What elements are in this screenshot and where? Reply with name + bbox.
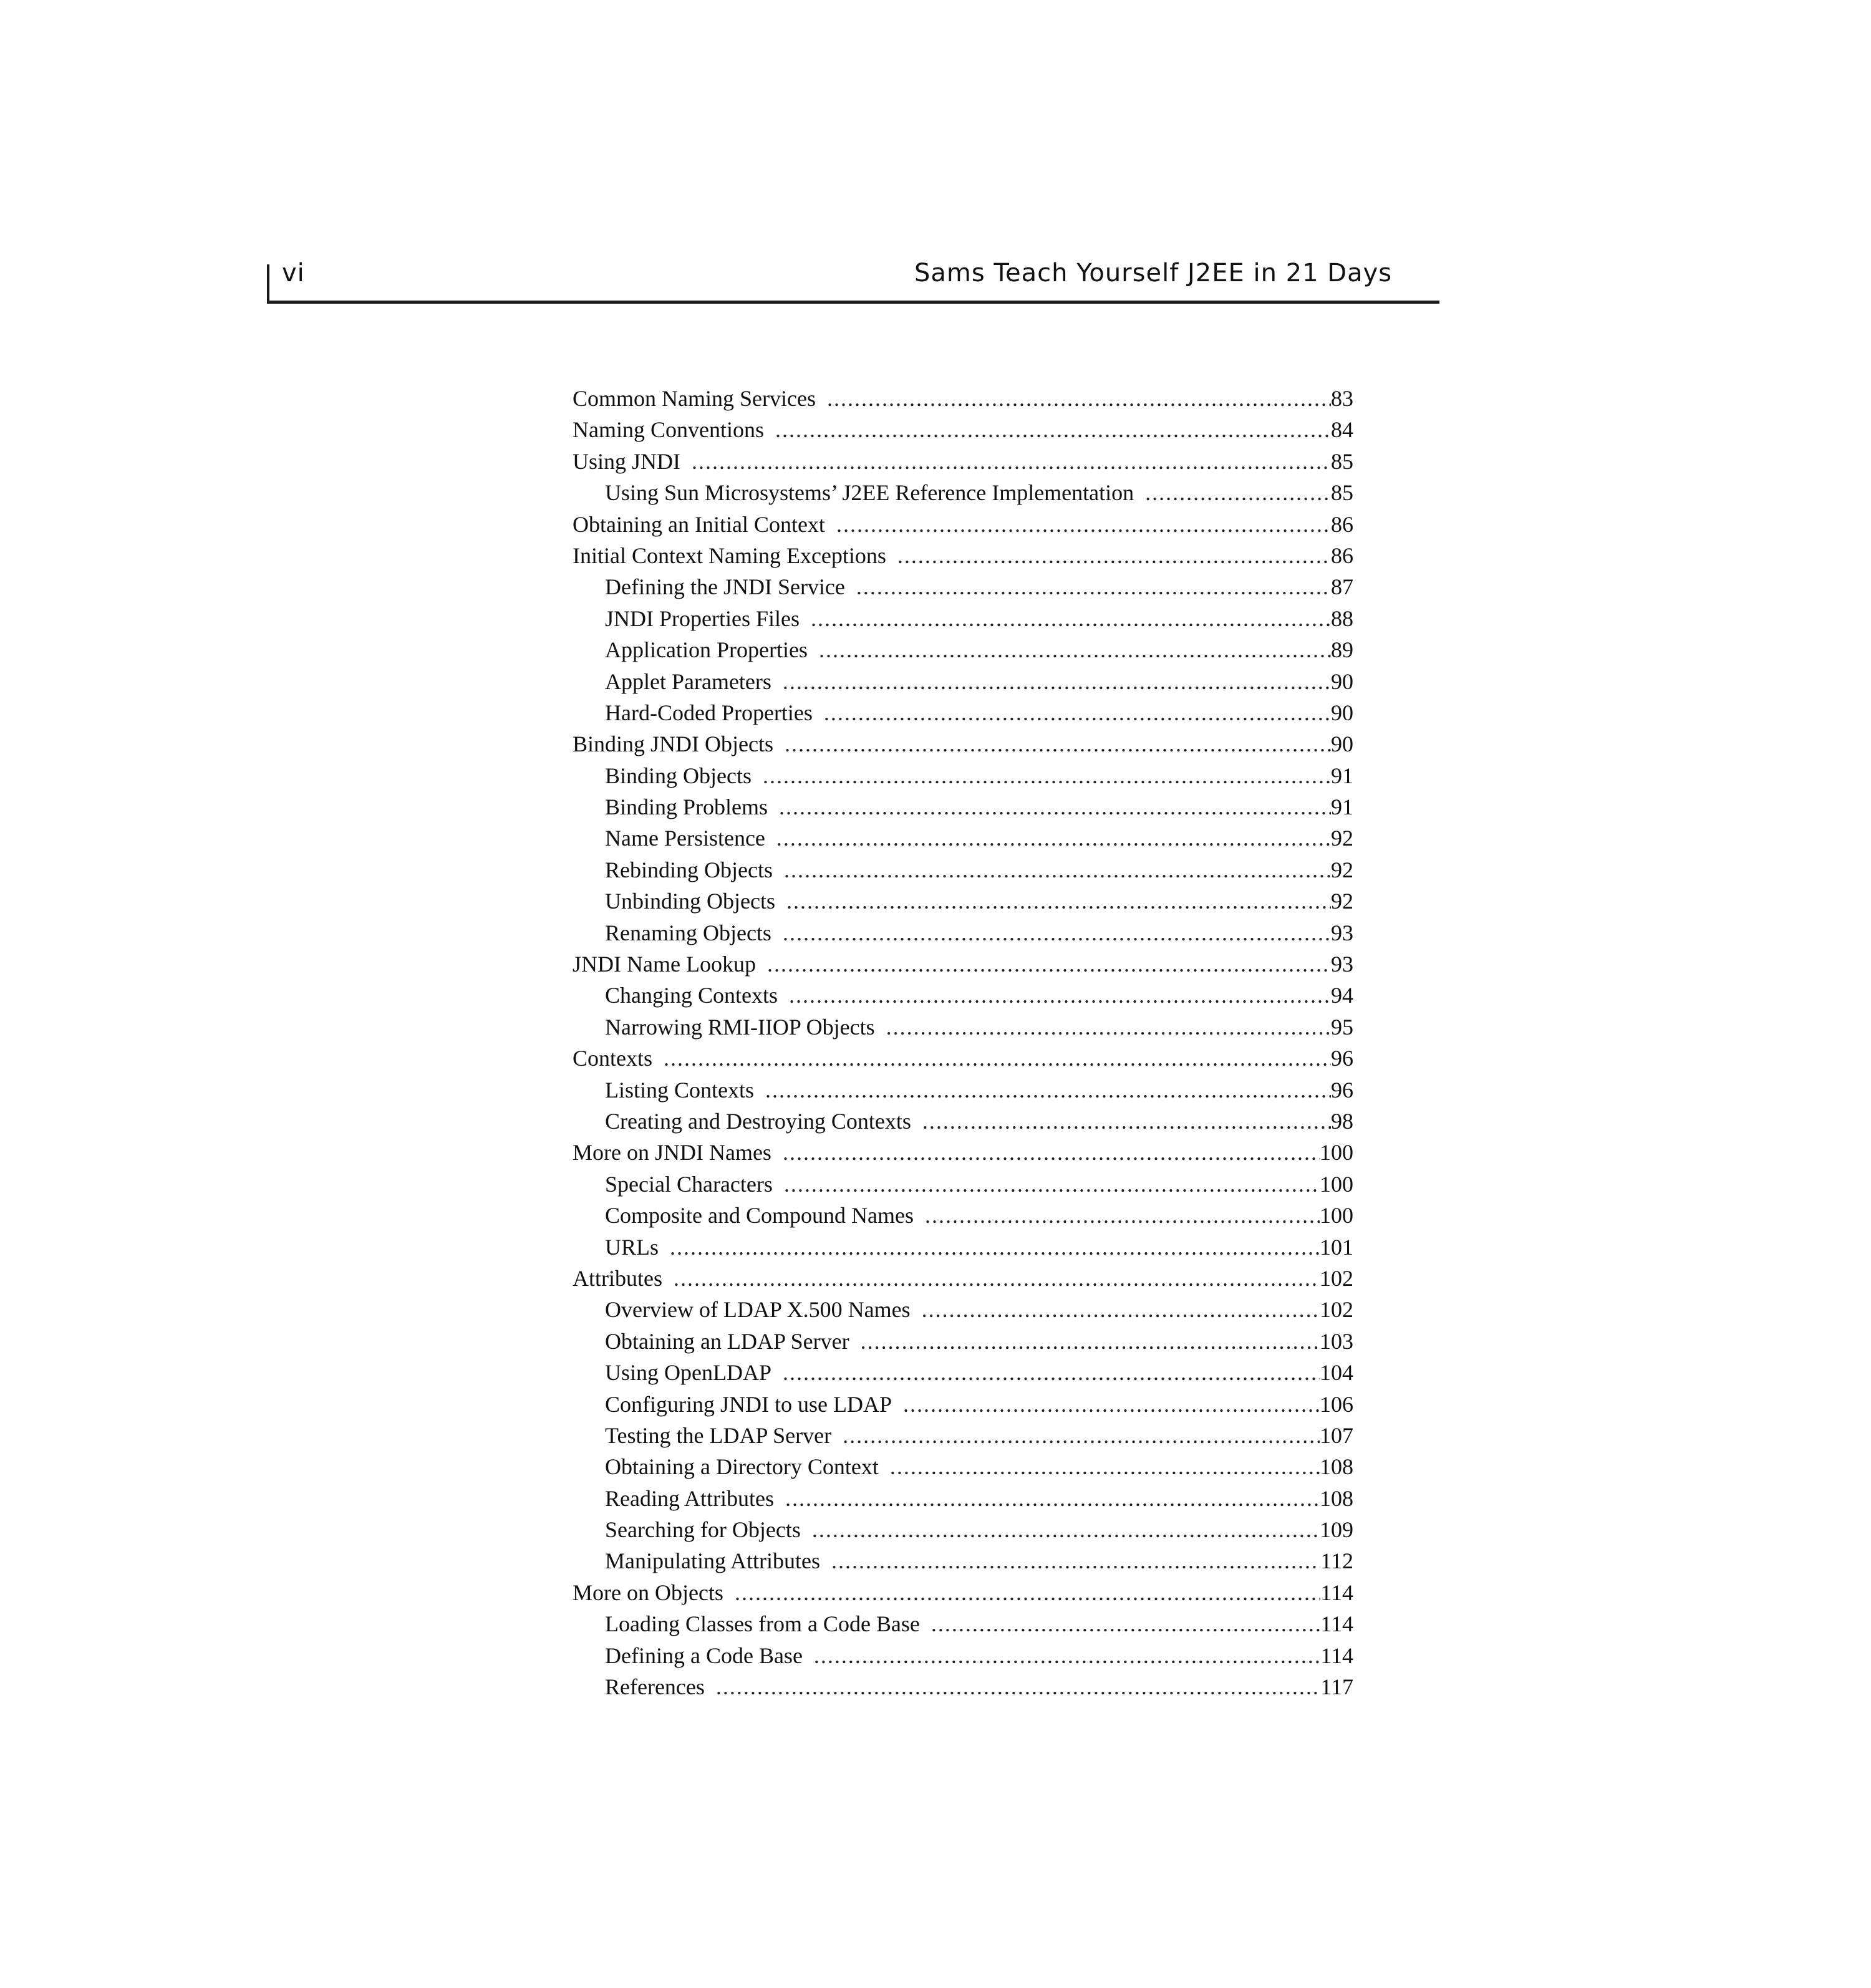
toc-entry [573, 1420, 1353, 1451]
toc-entry-title: Naming Conventions [573, 417, 764, 443]
toc-entry-title: Rebinding Objects [605, 857, 773, 882]
toc-entry [573, 634, 1353, 665]
toc-entry [573, 1043, 1353, 1074]
dot-leader [674, 1263, 1320, 1294]
toc-entry-page-number: 95 [1331, 1014, 1353, 1040]
toc-entry-title: Common Naming Services [573, 386, 816, 411]
toc-entry-page-number: 85 [1331, 480, 1353, 506]
dot-leader [776, 823, 1331, 854]
toc-entry-title: More on JNDI Names [573, 1140, 771, 1165]
toc-entry-page-number: 108 [1320, 1485, 1353, 1511]
toc-entry-title: Using OpenLDAP [605, 1360, 771, 1386]
toc-entry-title: References [605, 1674, 705, 1700]
dot-leader [783, 1357, 1320, 1388]
toc-entry-title: Creating and Destroying Contexts [605, 1108, 911, 1134]
dot-leader [786, 885, 1331, 917]
toc-entry [573, 1326, 1353, 1357]
toc-entry-title: Contexts [573, 1046, 653, 1071]
toc-entry-page-number: 85 [1331, 448, 1353, 474]
toc-entry-title: Using JNDI [573, 448, 681, 474]
toc-entry-page-number: 89 [1331, 637, 1353, 663]
dot-leader [765, 1074, 1331, 1106]
toc-entry [573, 1640, 1353, 1671]
toc-entry-title: Hard-Coded Properties [605, 700, 813, 725]
dot-leader [779, 791, 1331, 823]
toc-entry-page-number: 98 [1331, 1108, 1353, 1134]
toc-entry [573, 948, 1353, 980]
toc-entry [573, 1169, 1353, 1200]
toc-entry-page-number: 92 [1331, 889, 1353, 914]
toc-entry-title: Reading Attributes [605, 1485, 774, 1511]
dot-leader [767, 948, 1331, 980]
toc-entry-page-number: 107 [1320, 1422, 1353, 1448]
toc-entry [573, 1074, 1353, 1106]
dot-leader [783, 917, 1331, 948]
dot-leader [775, 414, 1331, 445]
dot-leader [664, 1043, 1331, 1074]
toc-entry-page-number: 109 [1320, 1517, 1353, 1543]
toc-entry [573, 1545, 1353, 1576]
toc-entry-title: Defining the JNDI Service [605, 574, 845, 600]
dot-leader [890, 1451, 1320, 1482]
toc-entry-title: Searching for Objects [605, 1517, 801, 1543]
dot-leader [735, 1577, 1320, 1608]
toc-entry [573, 823, 1353, 854]
dot-leader [783, 666, 1331, 697]
toc-entry-title: Changing Contexts [605, 983, 778, 1008]
toc-entry-title: Binding Problems [605, 794, 768, 820]
dot-leader [824, 697, 1331, 728]
toc-entry [573, 1451, 1353, 1482]
table-of-contents [573, 383, 1353, 1702]
toc-entry [573, 1232, 1353, 1263]
book-title: Sams Teach Yourself J2EE in 21 Days [914, 259, 1393, 287]
toc-entry-page-number: 84 [1331, 417, 1353, 443]
toc-entry [573, 854, 1353, 885]
toc-entry-title: Binding JNDI Objects [573, 731, 773, 757]
toc-entry [573, 980, 1353, 1011]
toc-entry-page-number: 96 [1331, 1046, 1353, 1071]
dot-leader [819, 634, 1331, 665]
toc-entry-page-number: 104 [1320, 1360, 1353, 1386]
dot-leader [897, 540, 1331, 571]
page-folio: vi [282, 259, 305, 287]
dot-leader [784, 1169, 1320, 1200]
toc-entry [573, 791, 1353, 823]
dot-leader [785, 1483, 1320, 1514]
dot-leader [836, 509, 1331, 540]
toc-entry [573, 1106, 1353, 1137]
toc-entry-page-number: 101 [1320, 1234, 1353, 1260]
toc-entry-page-number: 114 [1320, 1611, 1353, 1637]
dot-leader [783, 1137, 1320, 1168]
dot-leader [843, 1420, 1320, 1451]
toc-entry-page-number: 103 [1320, 1328, 1353, 1354]
toc-entry-page-number: 117 [1320, 1674, 1353, 1700]
toc-entry-title: Loading Classes from a Code Base [605, 1611, 920, 1637]
toc-entry [573, 1389, 1353, 1420]
toc-entry-page-number: 108 [1320, 1454, 1353, 1480]
toc-entry-title: Application Properties [605, 637, 808, 663]
toc-entry [573, 1263, 1353, 1294]
dot-leader [903, 1389, 1320, 1420]
toc-entry-title: Special Characters [605, 1171, 773, 1197]
toc-entry-page-number: 100 [1320, 1171, 1353, 1197]
dot-leader [812, 1514, 1320, 1545]
toc-entry-page-number: 102 [1320, 1265, 1353, 1291]
toc-entry-page-number: 92 [1331, 826, 1353, 851]
toc-entry-page-number: 106 [1320, 1391, 1353, 1417]
toc-entry [573, 1200, 1353, 1231]
dot-leader [831, 1545, 1320, 1576]
toc-entry-title: Configuring JNDI to use LDAP [605, 1391, 892, 1417]
toc-entry [573, 1137, 1353, 1168]
toc-entry [573, 1671, 1353, 1702]
dot-leader [925, 1200, 1320, 1231]
toc-entry-title: Composite and Compound Names [605, 1203, 914, 1228]
toc-entry [573, 540, 1353, 571]
dot-leader [856, 571, 1331, 602]
dot-leader [670, 1232, 1320, 1263]
toc-entry-title: Listing Contexts [605, 1077, 755, 1103]
dot-leader [1145, 477, 1331, 508]
toc-entry [573, 697, 1353, 728]
toc-entry-title: Defining a Code Base [605, 1643, 803, 1668]
toc-entry-title: Overview of LDAP X.500 Names [605, 1297, 911, 1323]
toc-entry-page-number: 93 [1331, 952, 1353, 977]
dot-leader [811, 603, 1331, 634]
toc-entry-title: More on Objects [573, 1580, 723, 1605]
dot-leader [827, 383, 1331, 414]
toc-entry-page-number: 90 [1331, 731, 1353, 757]
toc-entry-page-number: 91 [1331, 794, 1353, 820]
toc-entry [573, 446, 1353, 477]
toc-entry-title: JNDI Name Lookup [573, 952, 756, 977]
dot-leader [692, 446, 1331, 477]
toc-entry [573, 509, 1353, 540]
dot-leader [784, 854, 1331, 885]
toc-entry-title: Name Persistence [605, 826, 765, 851]
dot-leader [785, 728, 1331, 760]
toc-entry-page-number: 92 [1331, 857, 1353, 882]
toc-entry [573, 728, 1353, 760]
toc-entry [573, 1294, 1353, 1325]
toc-entry-title: Narrowing RMI-IIOP Objects [605, 1014, 875, 1040]
dot-leader [922, 1106, 1331, 1137]
toc-entry-page-number: 100 [1320, 1140, 1353, 1165]
toc-entry-page-number: 90 [1331, 668, 1353, 694]
toc-entry-page-number: 83 [1331, 386, 1353, 411]
toc-entry-title: Obtaining an LDAP Server [605, 1328, 849, 1354]
toc-entry-page-number: 114 [1320, 1643, 1353, 1668]
toc-entry [573, 885, 1353, 917]
dot-leader [922, 1294, 1320, 1325]
toc-entry [573, 917, 1353, 948]
toc-entry-page-number: 96 [1331, 1077, 1353, 1103]
toc-entry-page-number: 102 [1320, 1297, 1353, 1323]
toc-entry-title: Obtaining a Directory Context [605, 1454, 879, 1480]
toc-entry [573, 1577, 1353, 1608]
toc-entry-page-number: 91 [1331, 763, 1353, 788]
toc-entry-page-number: 114 [1320, 1580, 1353, 1605]
toc-entry [573, 1357, 1353, 1388]
running-head [267, 253, 1439, 304]
toc-entry [573, 1011, 1353, 1043]
toc-entry [573, 666, 1353, 697]
toc-entry-title: Initial Context Naming Exceptions [573, 543, 886, 568]
toc-entry [573, 477, 1353, 508]
toc-entry-page-number: 86 [1331, 511, 1353, 537]
toc-entry-title: Binding Objects [605, 763, 752, 788]
toc-entry-title: Renaming Objects [605, 920, 771, 945]
toc-entry-page-number: 100 [1320, 1203, 1353, 1228]
toc-entry [573, 1483, 1353, 1514]
dot-leader [763, 760, 1331, 791]
toc-entry-page-number: 93 [1331, 920, 1353, 945]
toc-entry-title: Using Sun Microsystems’ J2EE Reference Implementation [605, 480, 1134, 506]
dot-leader [814, 1640, 1320, 1671]
toc-entry-title: URLs [605, 1234, 659, 1260]
toc-entry-title: Obtaining an Initial Context [573, 511, 825, 537]
toc-entry-page-number: 94 [1331, 983, 1353, 1008]
toc-entry-title: JNDI Properties Files [605, 606, 800, 631]
dot-leader [789, 980, 1331, 1011]
dot-leader [931, 1608, 1320, 1639]
dot-leader [861, 1326, 1320, 1357]
dot-leader [886, 1011, 1331, 1043]
header-rule-tick [267, 264, 269, 301]
toc-entry-title: Testing the LDAP Server [605, 1422, 832, 1448]
toc-entry-page-number: 86 [1331, 543, 1353, 568]
toc-entry [573, 1514, 1353, 1545]
toc-entry [573, 571, 1353, 602]
toc-entry [573, 760, 1353, 791]
toc-entry-title: Applet Parameters [605, 668, 771, 694]
toc-entry-page-number: 87 [1331, 574, 1353, 600]
toc-entry-page-number: 88 [1331, 606, 1353, 631]
toc-entry-page-number: 90 [1331, 700, 1353, 725]
dot-leader [716, 1671, 1320, 1702]
toc-entry-title: Manipulating Attributes [605, 1548, 820, 1574]
toc-entry-title: Attributes [573, 1265, 662, 1291]
toc-entry [573, 383, 1353, 414]
toc-entry-title: Unbinding Objects [605, 889, 775, 914]
toc-entry [573, 1608, 1353, 1639]
toc-entry [573, 414, 1353, 445]
toc-entry-page-number: 112 [1320, 1548, 1353, 1574]
toc-entry [573, 603, 1353, 634]
